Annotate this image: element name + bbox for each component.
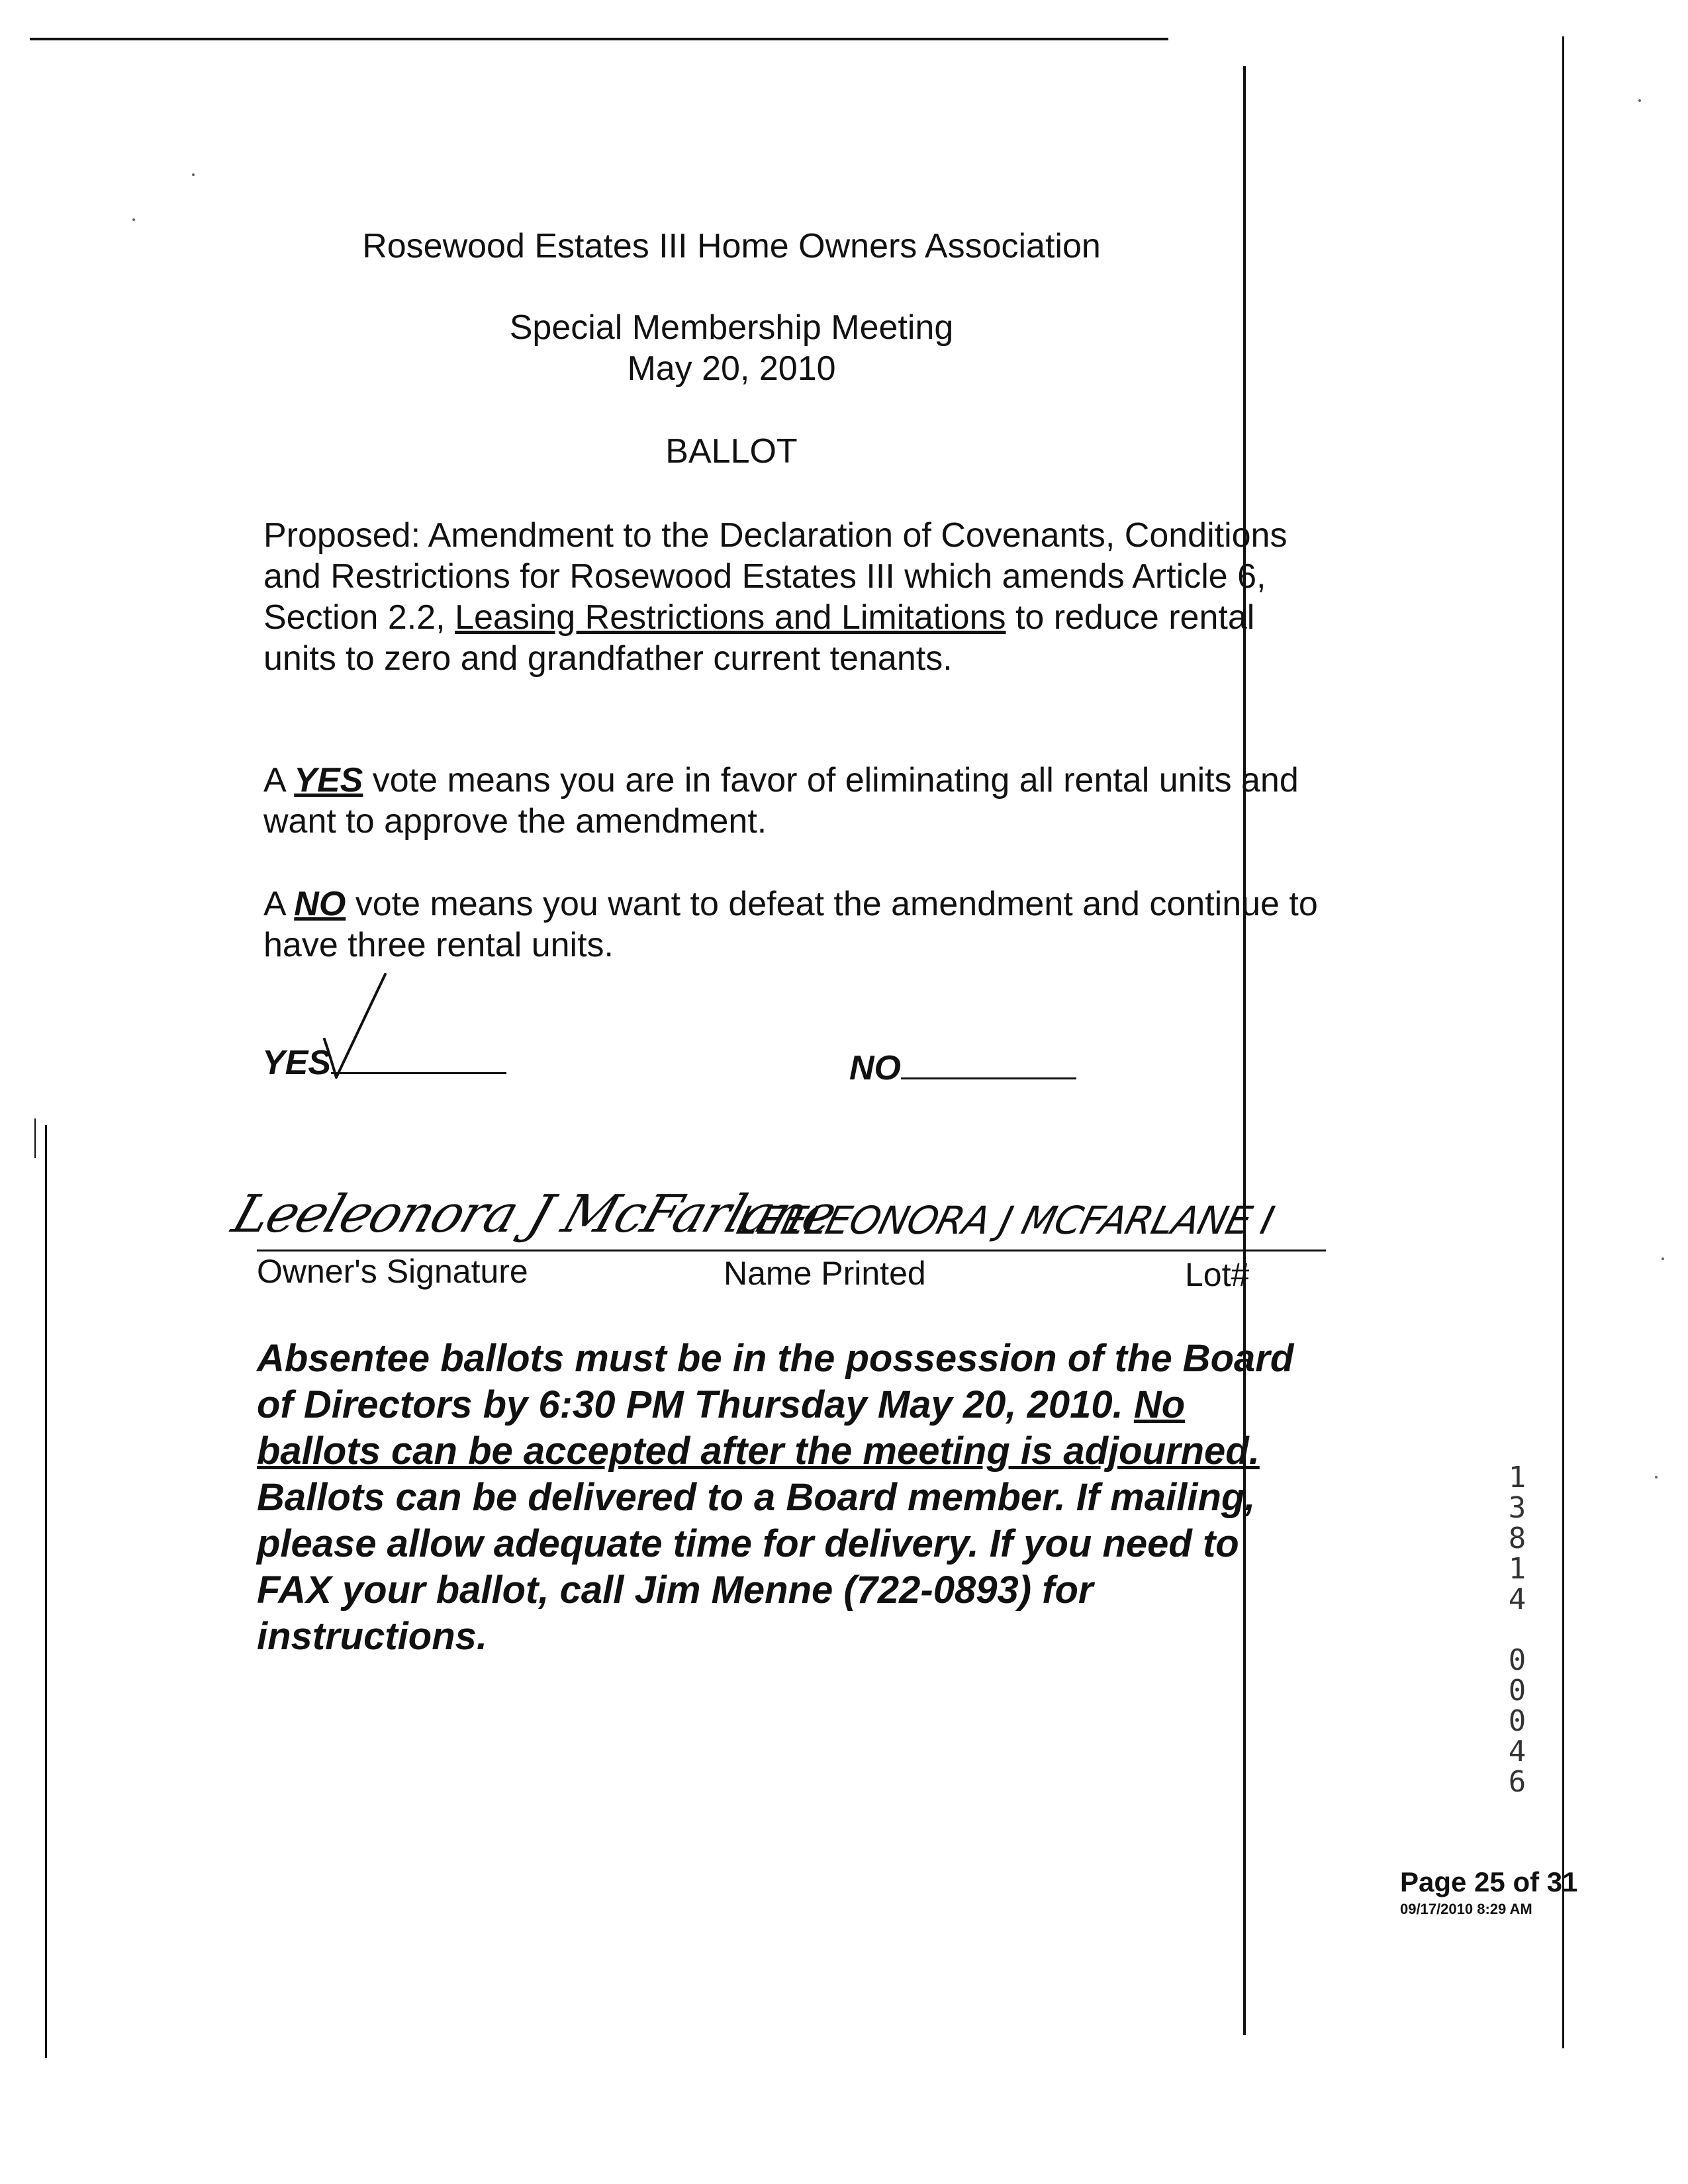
scan-speck [1638,99,1641,102]
meeting-date: May 20, 2010 [627,349,836,388]
notice-line: instructions. [257,1615,488,1658]
leasing-restrictions-title: Leasing Restrictions and Limitations [455,598,1006,637]
proposal-line: units to zero and grandfather current tenants. [263,639,953,678]
notice-line [257,1382,1422,1428]
bates-stamp [1497,1463,1537,1797]
bates-stamp-char: 8 [1508,1522,1526,1555]
no-vote-label: NO [849,1049,901,1087]
no-explanation-text: vote means you want to defeat the amendment and continue to [346,885,1318,923]
top-rule-line [30,38,1168,40]
owner-signature-label: Owner's Signature [257,1253,528,1290]
notice-deadline: of Directors by 6:30 PM Thursday May 20, 2010. [257,1383,1134,1426]
signature-line [257,1250,1326,1251]
scan-mark-left [34,1118,36,1158]
proposal-section-ref: Section 2.2, [263,598,455,637]
yes-explanation [263,760,1429,842]
scan-speck [192,173,195,176]
bates-stamp-char: 1 [1508,1461,1526,1494]
bates-stamp-char: 4 [1508,1582,1526,1616]
proposal-line: Proposed: Amendment to the Declaration of Covenants, Conditions [263,516,1288,555]
bates-stamp-char: 4 [1508,1735,1526,1768]
bates-stamp-number [1497,1463,1537,1797]
absentee-notice [257,1336,1422,1660]
proposal-line [263,597,1429,638]
notice-line: Ballots can be delivered to a Board member. If mailing, [257,1476,1256,1519]
name-printed-label: Name Printed [724,1255,926,1292]
yes-explanation-line [263,760,1429,801]
no-explanation-line: have three rental units. [263,926,614,964]
bates-stamp-char: 3 [1508,1491,1526,1525]
notice-line: Absentee ballots must be in the possession of the Board [257,1337,1294,1380]
page-number: Page 25 of 31 [1400,1866,1578,1897]
notice-no-emphasis: No [1133,1383,1186,1426]
no-vote-blank[interactable] [901,1044,1076,1079]
scan-vertical-line-left [45,1125,47,2058]
ballot-heading: BALLOT [665,432,798,471]
owner-signature-handwriting: Leeleonora J McFarlane [225,1185,843,1244]
notice-line: please allow adequate time for delivery. If you need to [257,1522,1239,1565]
yes-vote-label: YES [262,1044,332,1082]
no-explanation-line [263,884,1429,925]
scan-speck [132,218,135,221]
bates-stamp-char: 1 [1508,1552,1526,1586]
bates-stamp-char: 0 [1508,1643,1526,1677]
no-explanation [263,884,1429,966]
notice-line: FAX your ballot, call Jim Menne (722-0893) for [257,1569,1094,1612]
notice-line: ballots can be accepted after the meeting is adjourned. [257,1430,1260,1473]
no-vote-option[interactable] [849,1044,1076,1088]
proposal-line-tail: to reduce rental [1006,598,1255,637]
no-keyword: NO [294,885,346,923]
checkmark-icon [311,960,444,1092]
lot-number-label: Lot# [1185,1256,1250,1293]
proposal-line: and Restrictions for Rosewood Estates III which amends Article 6, [263,557,1266,596]
association-title: Rosewood Estates III Home Owners Association [362,227,1101,265]
meeting-title: Special Membership Meeting [509,308,954,347]
bates-stamp-char [1497,1615,1537,1645]
proposal-paragraph [263,515,1429,679]
print-timestamp: 09/17/2010 8:29 AM [1400,1901,1532,1917]
scan-speck [1655,1476,1658,1479]
scan-speck [1662,1257,1664,1260]
yes-explanation-line: want to approve the amendment. [263,802,767,841]
bates-stamp-char: 6 [1508,1765,1526,1799]
yes-keyword: YES [294,761,363,799]
bates-stamp-char: 0 [1508,1704,1526,1738]
bates-stamp-char: 0 [1508,1674,1526,1707]
yes-explanation-text: vote means you are in favor of eliminating all rental units and [363,761,1299,799]
printed-name-handwriting: LEELEONORA J MCFARLANE I [732,1198,1278,1243]
no-prefix: A [263,885,295,923]
yes-prefix: A [263,761,295,799]
